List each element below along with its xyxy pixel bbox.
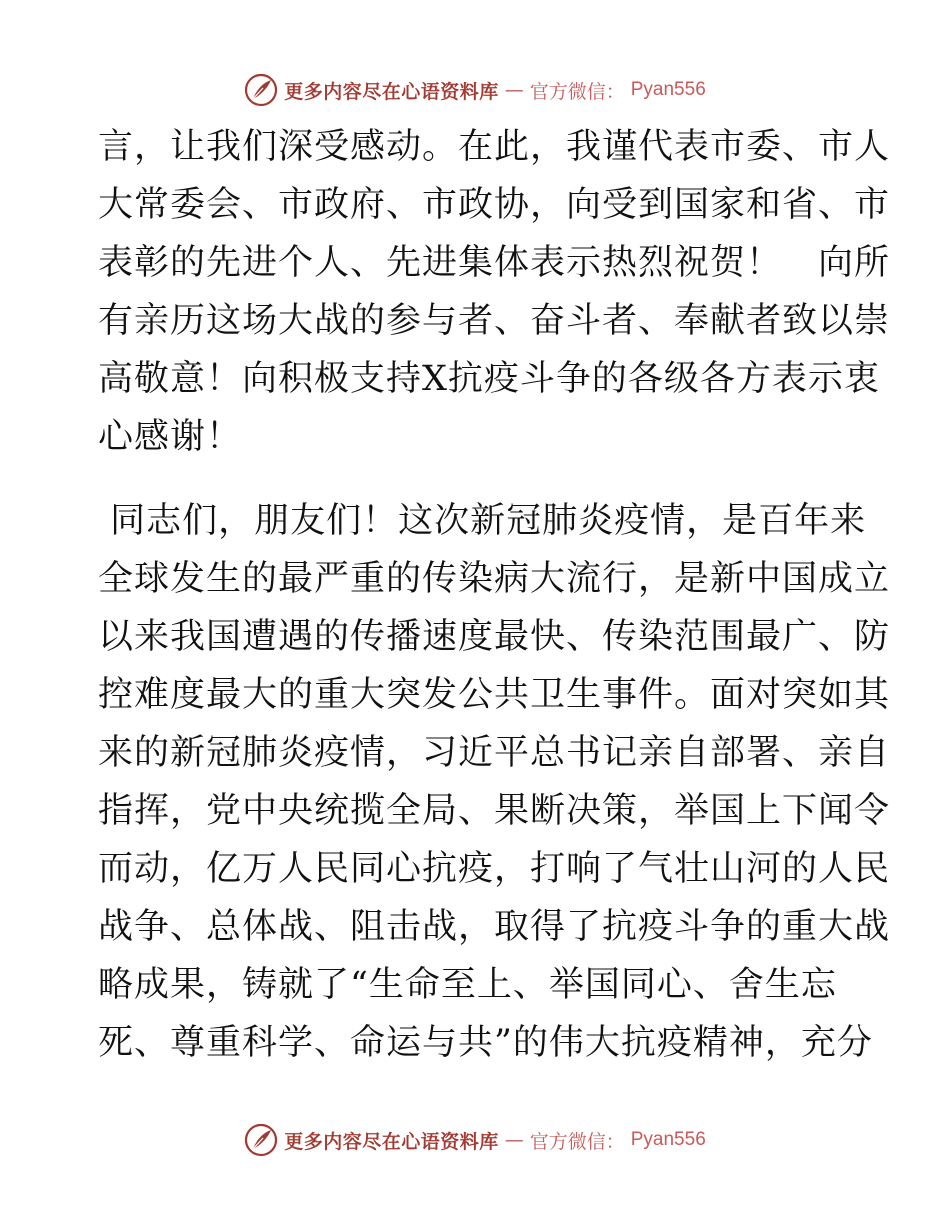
text-line: 有亲历这场大战的参与者、奋斗者、奉献者致以崇 xyxy=(98,301,891,341)
text-line: 言，让我们深受感动。在此，我谨代表市委、市人 xyxy=(98,127,891,167)
text-line: 大常委会、市政府、市政协，向受到国家和省、市 xyxy=(98,185,891,225)
text-line: 高敬意！向积极支持X抗疫斗争的各级各方表示衷 xyxy=(98,359,880,399)
footer-wechat-id: Pyan556 xyxy=(630,1129,706,1150)
paragraph-gap xyxy=(98,466,858,492)
text-line: 战争、总体战、阻击战，取得了抗疫斗争的重大战 xyxy=(98,907,891,947)
header-wechat-id: Pyan556 xyxy=(630,79,706,100)
text-line: 控难度最大的重大突发公共卫生事件。面对突如其 xyxy=(98,675,891,715)
header-brand-text: 更多内容尽在心语资料库 xyxy=(284,80,499,103)
header-wechat-label: 官方微信： xyxy=(529,80,625,103)
text-line: 同志们，朋友们！这次新冠肺炎疫情，是百年来 xyxy=(98,501,867,541)
feather-pen-logo-icon xyxy=(244,73,278,107)
text-line: 全球发生的最严重的传染病大流行，是新中国成立 xyxy=(98,559,891,599)
text-line: 指挥，党中央统揽全局、果断决策，举国上下闻令 xyxy=(98,791,891,831)
text-line: 来的新冠肺炎疫情，习近平总书记亲自部署、亲自 xyxy=(98,733,891,773)
feather-pen-logo-icon xyxy=(244,1123,278,1157)
text-line: 死、尊重科学、命运与共”的伟大抗疫精神，充分 xyxy=(98,1023,873,1063)
text-line: 心感谢！ xyxy=(98,417,243,457)
header-banner xyxy=(0,70,950,110)
text-line: 而动，亿万人民同心抗疫，打响了气壮山河的人民 xyxy=(98,849,891,889)
header-separator: — xyxy=(504,79,524,101)
text-line: 以来我国遭遇的传播速度最快、传染范围最广、防 xyxy=(98,617,891,657)
paragraph-1 xyxy=(98,118,891,466)
document-body xyxy=(98,118,891,1072)
footer-brand-text: 更多内容尽在心语资料库 xyxy=(284,1130,499,1153)
footer-wechat-label: 官方微信： xyxy=(529,1130,625,1153)
footer-separator: — xyxy=(504,1129,524,1151)
footer-banner xyxy=(0,1120,950,1160)
text-line: 略成果，铸就了“生命至上、举国同心、舍生忘 xyxy=(98,965,837,1005)
paragraph-2 xyxy=(98,492,891,1072)
text-line: 表彰的先进个人、先进集体表示热烈祝贺！ 向所 xyxy=(98,243,891,283)
